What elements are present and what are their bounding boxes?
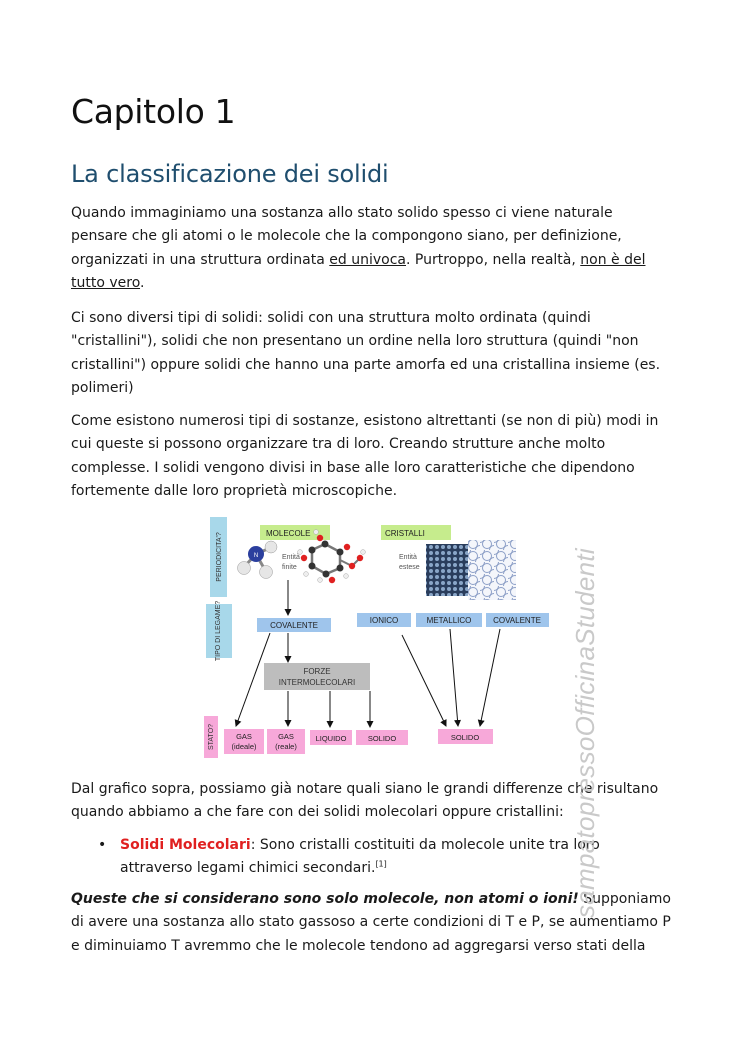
covalente-right-label: COVALENTE — [493, 616, 541, 625]
covalent-network-icon — [468, 540, 516, 600]
entita-finite-line2: finite — [282, 564, 297, 571]
paragraph-intro-text-c: . — [140, 275, 145, 292]
chapter-title: Capitolo 1 — [71, 92, 236, 131]
liquido-label: LIQUIDO — [315, 734, 347, 743]
gas-ideale-line2: (ideale) — [231, 742, 257, 751]
paragraph-intro-text-b: . Purtroppo, nella realtà, — [406, 251, 581, 268]
side-label-state: STATO? — [208, 723, 215, 751]
emphasis-molecules-only: Queste che si considerano sono solo molecole, non atomi o ioni! — [71, 891, 579, 907]
gas-reale-line1: GAS — [278, 732, 294, 741]
paragraph-graph-comment: Dal grafico sopra, possiamo già notare quali siano le grandi differenze che risultano quando abbiamo a che fare con dei solidi molecolari oppure cristallini: — [71, 781, 659, 821]
paragraph-solid-types: Ci sono diversi tipi di solidi: solidi con una struttura molto ordinata (quindi "cristallini"), solidi che non presentano un ordine nella loro struttura (quindi "non cristallini") oppure solidi che hanno una parte amorfa ed una cristallina insieme (es. polimeri) — [71, 310, 661, 397]
gas-reale-line2: (reale) — [275, 742, 297, 751]
covalente-left-label: COVALENTE — [270, 621, 318, 630]
solido-left-label: SOLIDO — [367, 734, 397, 743]
paragraph-molecules-text: Supponiamo di avere una sostanza allo stato gassoso a certe condizioni di T e P, se aumentiamo P e diminuiamo T avremmo che le molecole tendono ad aggregarsi verso stati della — [71, 891, 671, 954]
molecole-header: MOLECOLE — [266, 529, 311, 538]
metallico-label: METALLICO — [426, 616, 472, 625]
paragraph-intro-text-a: Quando immaginiamo una sostanza allo stato solido spesso ci viene naturale pensare che gli atomi o le molecole che la compongono siano, per definizione, organizzati in una struttura ordinata — [71, 205, 622, 268]
forze-line2: INTERMOLECOLARI — [278, 678, 356, 687]
entita-finite-line1: Entità — [282, 554, 300, 561]
underlined-phrase-univoca: ed univoca — [329, 251, 406, 268]
solido-right-label: SOLIDO — [450, 733, 480, 742]
side-label-bond-type: TIPO DI LEGAME? — [215, 600, 222, 662]
term-solidi-molecolari: Solidi Molecolari — [120, 837, 251, 853]
ammonia-molecule-icon — [238, 541, 278, 579]
svg-text:N: N — [253, 553, 259, 559]
side-label-periodicity: PERIODICITA'? — [216, 532, 223, 582]
underlined-phrase-non-vero: non è del tutto vero — [71, 251, 646, 292]
bullet-dot: • — [98, 837, 107, 853]
watermark: sampatopressoOfficinaStudenti — [570, 547, 600, 918]
paragraph-organization: Come esistono numerosi tipi di sostanze, esistono altrettanti (se non di più) modi in cui queste si possono organizzare tra di loro. Creando strutture anche molto complesse. I solidi vengono divisi in base alle loro caratteristiche che dipendono fortemente dalle loro proprietà microscopiche. — [71, 413, 659, 500]
footnote-reference[interactable]: [1] — [375, 859, 387, 869]
arrow-covalente-to-solido — [480, 629, 500, 726]
entita-estese-line2: estese — [399, 564, 420, 571]
section-title: La classificazione dei solidi — [71, 160, 389, 188]
ionico-label: IONICO — [369, 616, 399, 625]
cristalli-header: CRISTALLI — [385, 529, 425, 538]
forze-line1: FORZE — [303, 667, 331, 676]
gas-ideale-line1: GAS — [236, 732, 252, 741]
ionic-lattice-icon — [426, 544, 468, 596]
entita-estese-line1: Entità — [399, 554, 417, 561]
solidi-molecolari-definition: : Sono cristalli costituiti da molecole unite tra loro attraverso legami chimici secondari. — [120, 837, 600, 877]
solids-classification-diagram — [200, 514, 560, 762]
arrow-ionico-to-solido — [402, 635, 446, 726]
arrow-metallico-to-solido — [450, 629, 458, 726]
paragraph-intro — [71, 202, 671, 296]
